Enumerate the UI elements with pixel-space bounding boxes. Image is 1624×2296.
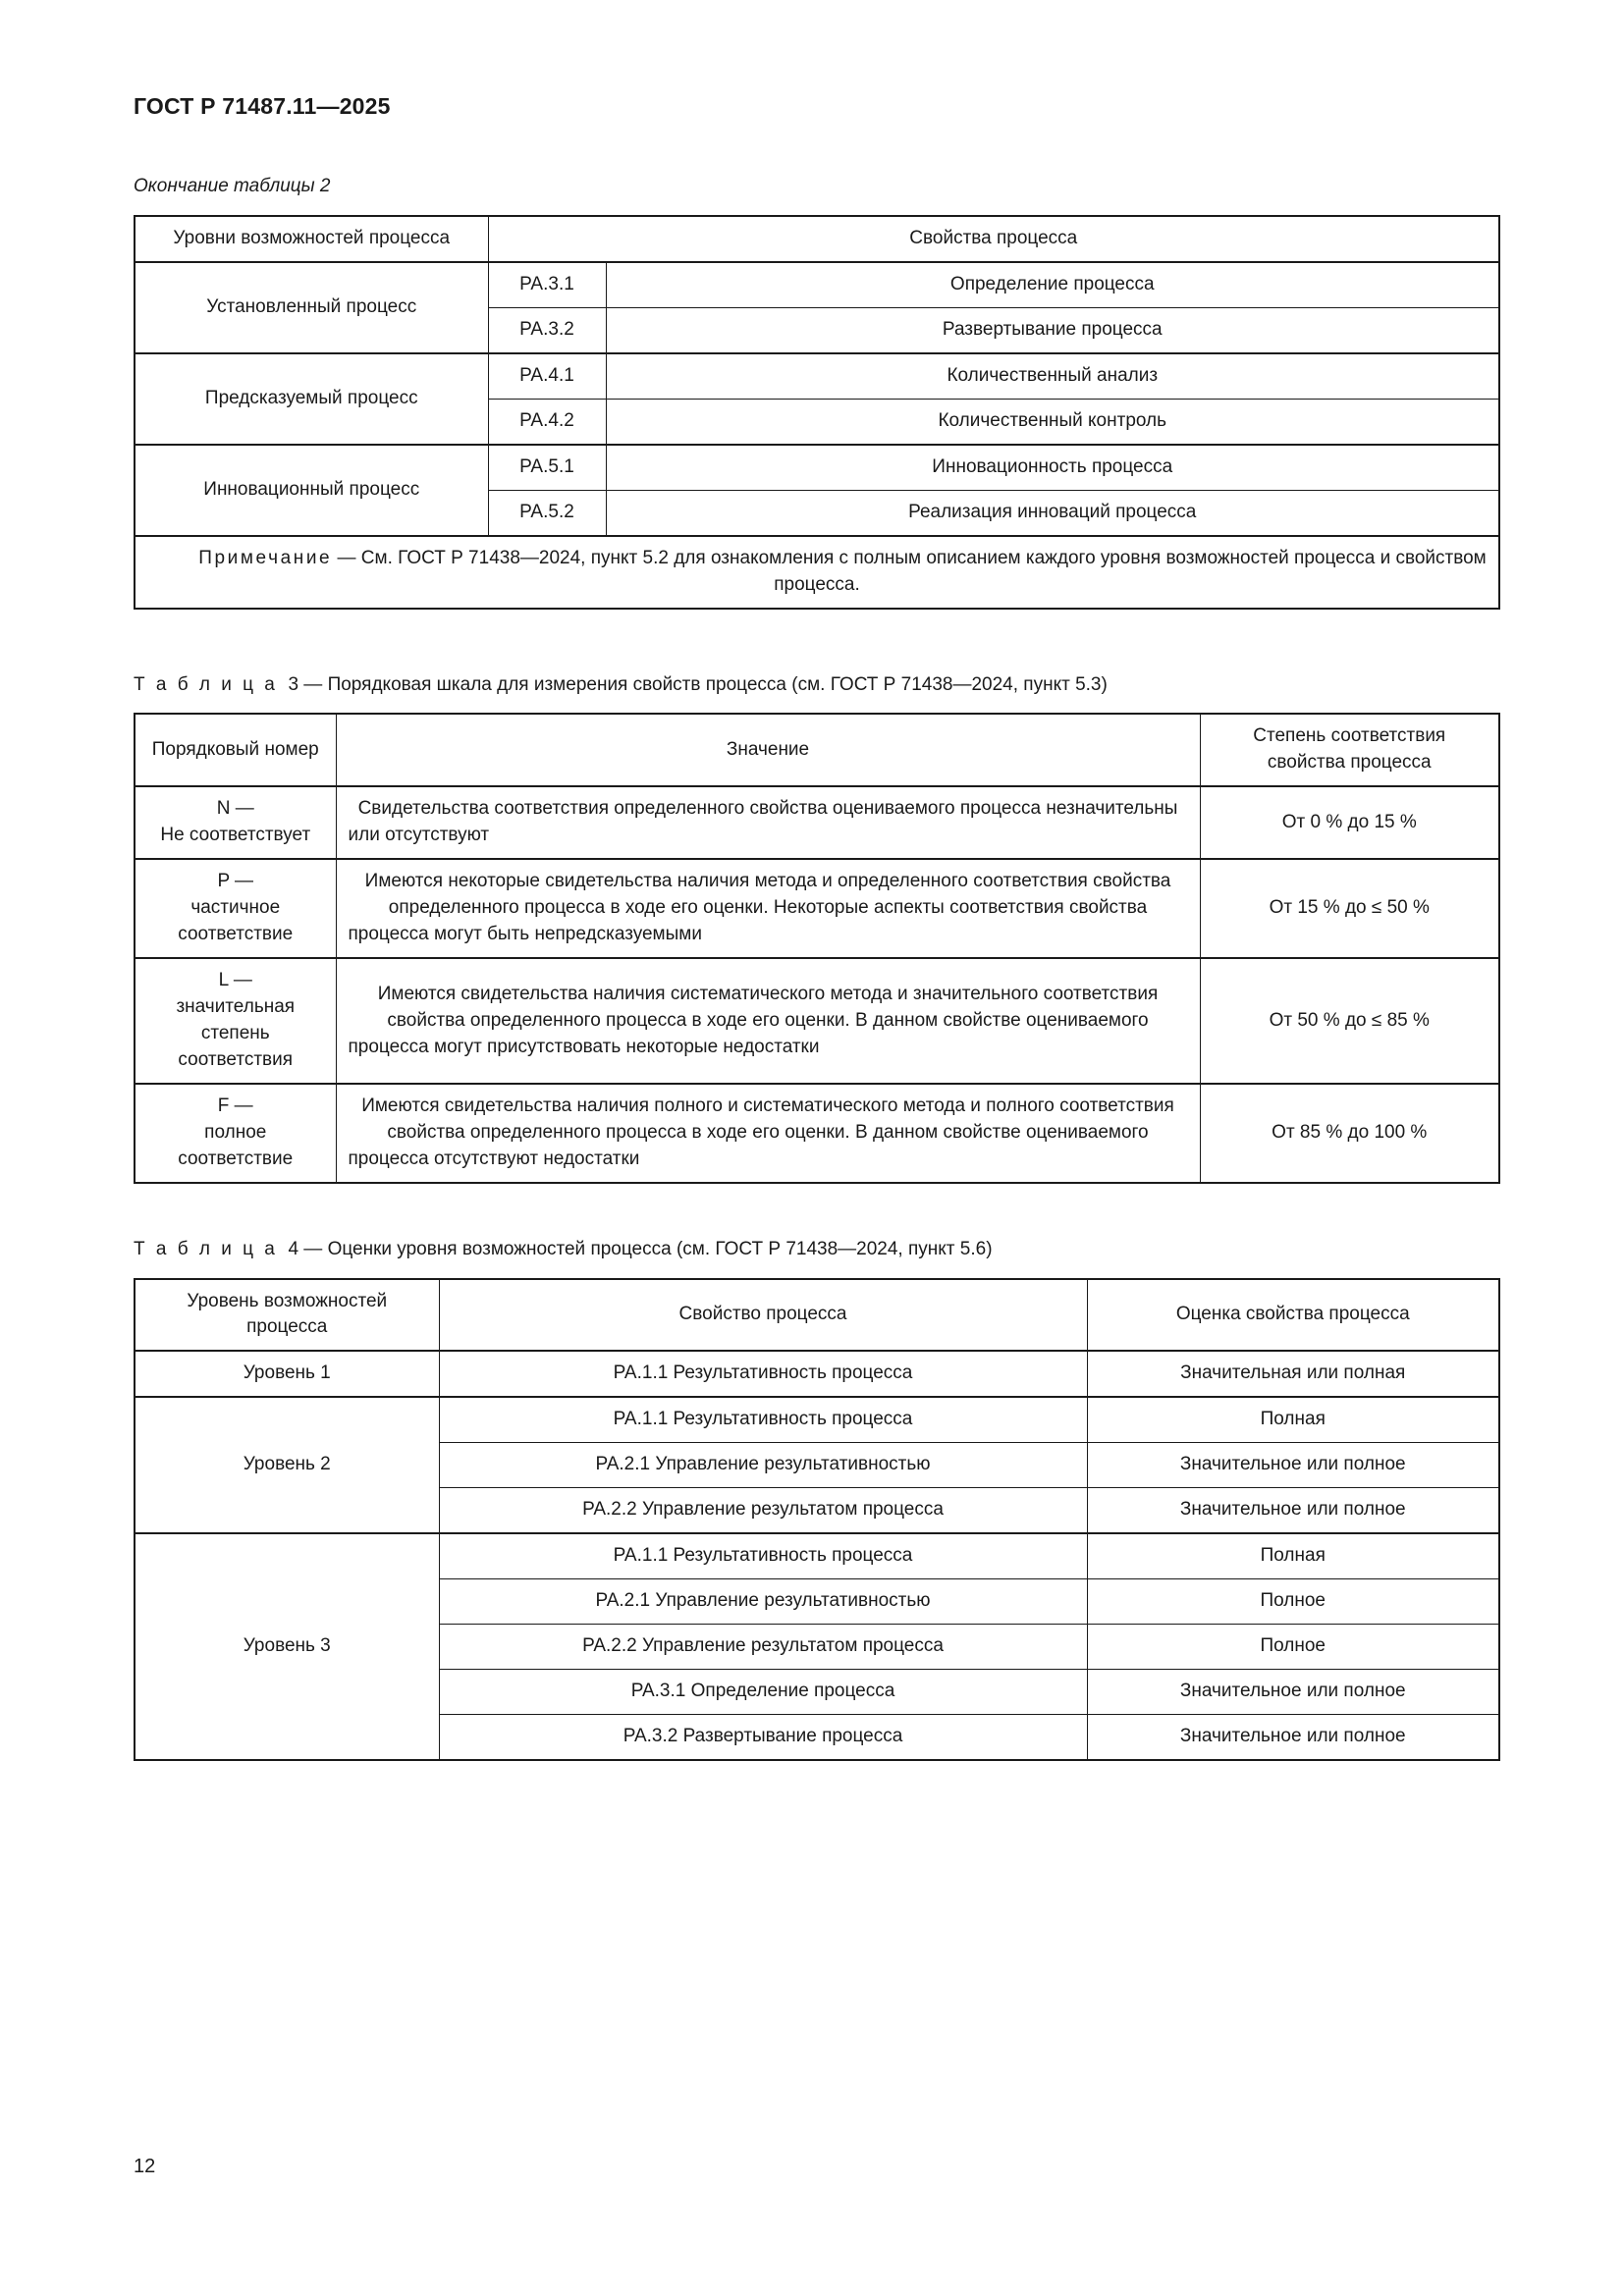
table3-ordinal-cell bbox=[135, 1084, 336, 1183]
table3-ordinal-letter: P — bbox=[217, 871, 254, 892]
table2-code-cell: PA.3.2 bbox=[488, 307, 606, 352]
spacer bbox=[134, 1184, 1498, 1237]
table3-ordinal-name: полное соответствие bbox=[178, 1121, 294, 1169]
table-row bbox=[135, 445, 1499, 490]
table4-rating-cell: Значительное или полное bbox=[1087, 1488, 1499, 1533]
table3-ordinal-letter: N — bbox=[216, 798, 254, 820]
table3-ordinal-cell bbox=[135, 786, 336, 859]
table2-code-cell: PA.4.2 bbox=[488, 399, 606, 444]
table4-rating-cell: Значительное или полное bbox=[1087, 1715, 1499, 1760]
table4-property-cell: PA.2.2 Управление результатом процесса bbox=[439, 1625, 1087, 1670]
table2-note-text: — См. ГОСТ Р 71438—2024, пункт 5.2 для ознакомления с полным описанием каждого уровня возможностей процесса и свойством процесса. bbox=[332, 547, 1487, 595]
table4-header-rating: Оценка свойства процесса bbox=[1087, 1279, 1499, 1352]
table3-ordinal-cell bbox=[135, 859, 336, 958]
table4-level-cell: Уровень 1 bbox=[135, 1351, 439, 1397]
table2-note-row bbox=[135, 536, 1499, 609]
table3-header-ordinal: Порядковый номер bbox=[135, 714, 336, 786]
table3-meaning-cell: Имеются некоторые свидетельства наличия метода и определенного соответствия свойства определенного процесса в ходе его оценки. Некоторые аспекты соответствия свойства процесса могут быть непредсказуемыми bbox=[336, 859, 1200, 958]
table3-header-meaning: Значение bbox=[336, 714, 1200, 786]
table4-property-cell: PA.3.2 Развертывание процесса bbox=[439, 1715, 1087, 1760]
table3-degree-cell: От 15 % до ≤ 50 % bbox=[1200, 859, 1499, 958]
table-row-header bbox=[135, 216, 1499, 262]
table4-rating-cell: Полная bbox=[1087, 1533, 1499, 1578]
table3-meaning-cell: Свидетельства соответствия определенного свойства оцениваемого процесса незначительны или отсутствуют bbox=[336, 786, 1200, 859]
table4-property-cell: PA.2.2 Управление результатом процесса bbox=[439, 1488, 1087, 1533]
spacer bbox=[134, 610, 1498, 672]
table-row bbox=[135, 786, 1499, 859]
table3-ordinal-letter: F — bbox=[217, 1095, 253, 1116]
table4-caption-label: Т а б л и ц а bbox=[134, 1238, 278, 1259]
table4-property-cell: PA.2.1 Управление результативностью bbox=[439, 1579, 1087, 1625]
table2-property-cell: Количественный анализ bbox=[606, 353, 1499, 399]
table2-property-cell: Развертывание процесса bbox=[606, 307, 1499, 352]
table4-property-cell: PA.1.1 Результативность процесса bbox=[439, 1351, 1087, 1397]
table4-level-cell: Уровень 3 bbox=[135, 1533, 439, 1760]
table-row bbox=[135, 958, 1499, 1084]
table4-property-cell: PA.2.1 Управление результативностью bbox=[439, 1443, 1087, 1488]
table4-header-property: Свойство процесса bbox=[439, 1279, 1087, 1352]
table4-rating-cell: Значительное или полное bbox=[1087, 1443, 1499, 1488]
table2-note-label: Примечание bbox=[198, 547, 333, 568]
table4-rating-cell: Полное bbox=[1087, 1625, 1499, 1670]
table4-caption-number: 4 bbox=[288, 1238, 299, 1259]
table-row bbox=[135, 859, 1499, 958]
table-row bbox=[135, 262, 1499, 307]
table3-caption-label: Т а б л и ц а bbox=[134, 673, 278, 695]
table4-rating-cell: Полная bbox=[1087, 1397, 1499, 1442]
table2-header-levels: Уровни возможностей процесса bbox=[135, 216, 488, 262]
table2-property-cell: Количественный контроль bbox=[606, 399, 1499, 444]
document-header: ГОСТ Р 71487.11—2025 bbox=[134, 93, 391, 119]
table-3 bbox=[134, 713, 1500, 1184]
table2-property-cell: Определение процесса bbox=[606, 262, 1499, 307]
table2-level-cell: Установленный процесс bbox=[135, 262, 488, 353]
table4-caption bbox=[134, 1237, 1498, 1262]
table3-ordinal-name: Не соответствует bbox=[160, 825, 311, 846]
table3-degree-cell: От 0 % до 15 % bbox=[1200, 786, 1499, 859]
table2-code-cell: PA.3.1 bbox=[488, 262, 606, 307]
table3-caption-number: 3 bbox=[288, 673, 299, 695]
table-4 bbox=[134, 1278, 1500, 1762]
table-row bbox=[135, 1397, 1499, 1442]
table2-property-cell: Реализация инноваций процесса bbox=[606, 490, 1499, 535]
table2-note bbox=[135, 536, 1499, 609]
table3-caption-text: — Порядковая шкала для измерения свойств процесса (см. ГОСТ Р 71438—2024, пункт 5.3) bbox=[298, 673, 1108, 695]
table3-ordinal-letter: L — bbox=[218, 970, 252, 991]
table4-rating-cell: Значительная или полная bbox=[1087, 1351, 1499, 1397]
table3-ordinal-name: значительная степень соответствия bbox=[176, 996, 296, 1070]
table4-level-cell: Уровень 2 bbox=[135, 1397, 439, 1533]
table2-level-cell: Предсказуемый процесс bbox=[135, 353, 488, 445]
table3-ordinal-name: частичное соответствие bbox=[178, 897, 294, 945]
table4-property-cell: PA.3.1 Определение процесса bbox=[439, 1670, 1087, 1715]
table3-meaning-cell: Имеются свидетельства наличия систематического метода и значительного соответствия свойства определенного процесса в ходе его оценки. В данном свойстве оцениваемого процесса могут присутствовать некоторые недостатки bbox=[336, 958, 1200, 1084]
table3-header-degree: Степень соответствия свойства процесса bbox=[1200, 714, 1499, 786]
table4-property-cell: PA.1.1 Результативность процесса bbox=[439, 1533, 1087, 1578]
table4-rating-cell: Значительное или полное bbox=[1087, 1670, 1499, 1715]
table-row bbox=[135, 353, 1499, 399]
table4-property-cell: PA.1.1 Результативность процесса bbox=[439, 1397, 1087, 1442]
table2-code-cell: PA.5.1 bbox=[488, 445, 606, 490]
table3-ordinal-cell bbox=[135, 958, 336, 1084]
page-content bbox=[134, 94, 1498, 1761]
table-row bbox=[135, 1084, 1499, 1183]
table-2 bbox=[134, 215, 1500, 610]
table4-rating-cell: Полное bbox=[1087, 1579, 1499, 1625]
table3-meaning-cell: Имеются свидетельства наличия полного и систематического метода и полного соответствия свойства определенного процесса в ходе его оценки. В данном свойстве оцениваемого процесса отсутствуют недостатки bbox=[336, 1084, 1200, 1183]
table2-level-cell: Инновационный процесс bbox=[135, 445, 488, 536]
table3-caption bbox=[134, 672, 1498, 698]
table2-property-cell: Инновационность процесса bbox=[606, 445, 1499, 490]
table-row-header bbox=[135, 1279, 1499, 1352]
table-row bbox=[135, 1351, 1499, 1397]
table2-code-cell: PA.5.2 bbox=[488, 490, 606, 535]
table3-degree-cell: От 85 % до 100 % bbox=[1200, 1084, 1499, 1183]
table-row bbox=[135, 1533, 1499, 1578]
table2-code-cell: PA.4.1 bbox=[488, 353, 606, 399]
table2-caption: Окончание таблицы 2 bbox=[134, 176, 331, 197]
table4-caption-text: — Оценки уровня возможностей процесса (см. ГОСТ Р 71438—2024, пункт 5.6) bbox=[298, 1238, 993, 1259]
table2-header-properties: Свойства процесса bbox=[488, 216, 1499, 262]
table4-header-level: Уровень возможностей процесса bbox=[135, 1279, 439, 1352]
table3-degree-cell: От 50 % до ≤ 85 % bbox=[1200, 958, 1499, 1084]
page-number: 12 bbox=[134, 2156, 156, 2177]
table-row-header bbox=[135, 714, 1499, 786]
